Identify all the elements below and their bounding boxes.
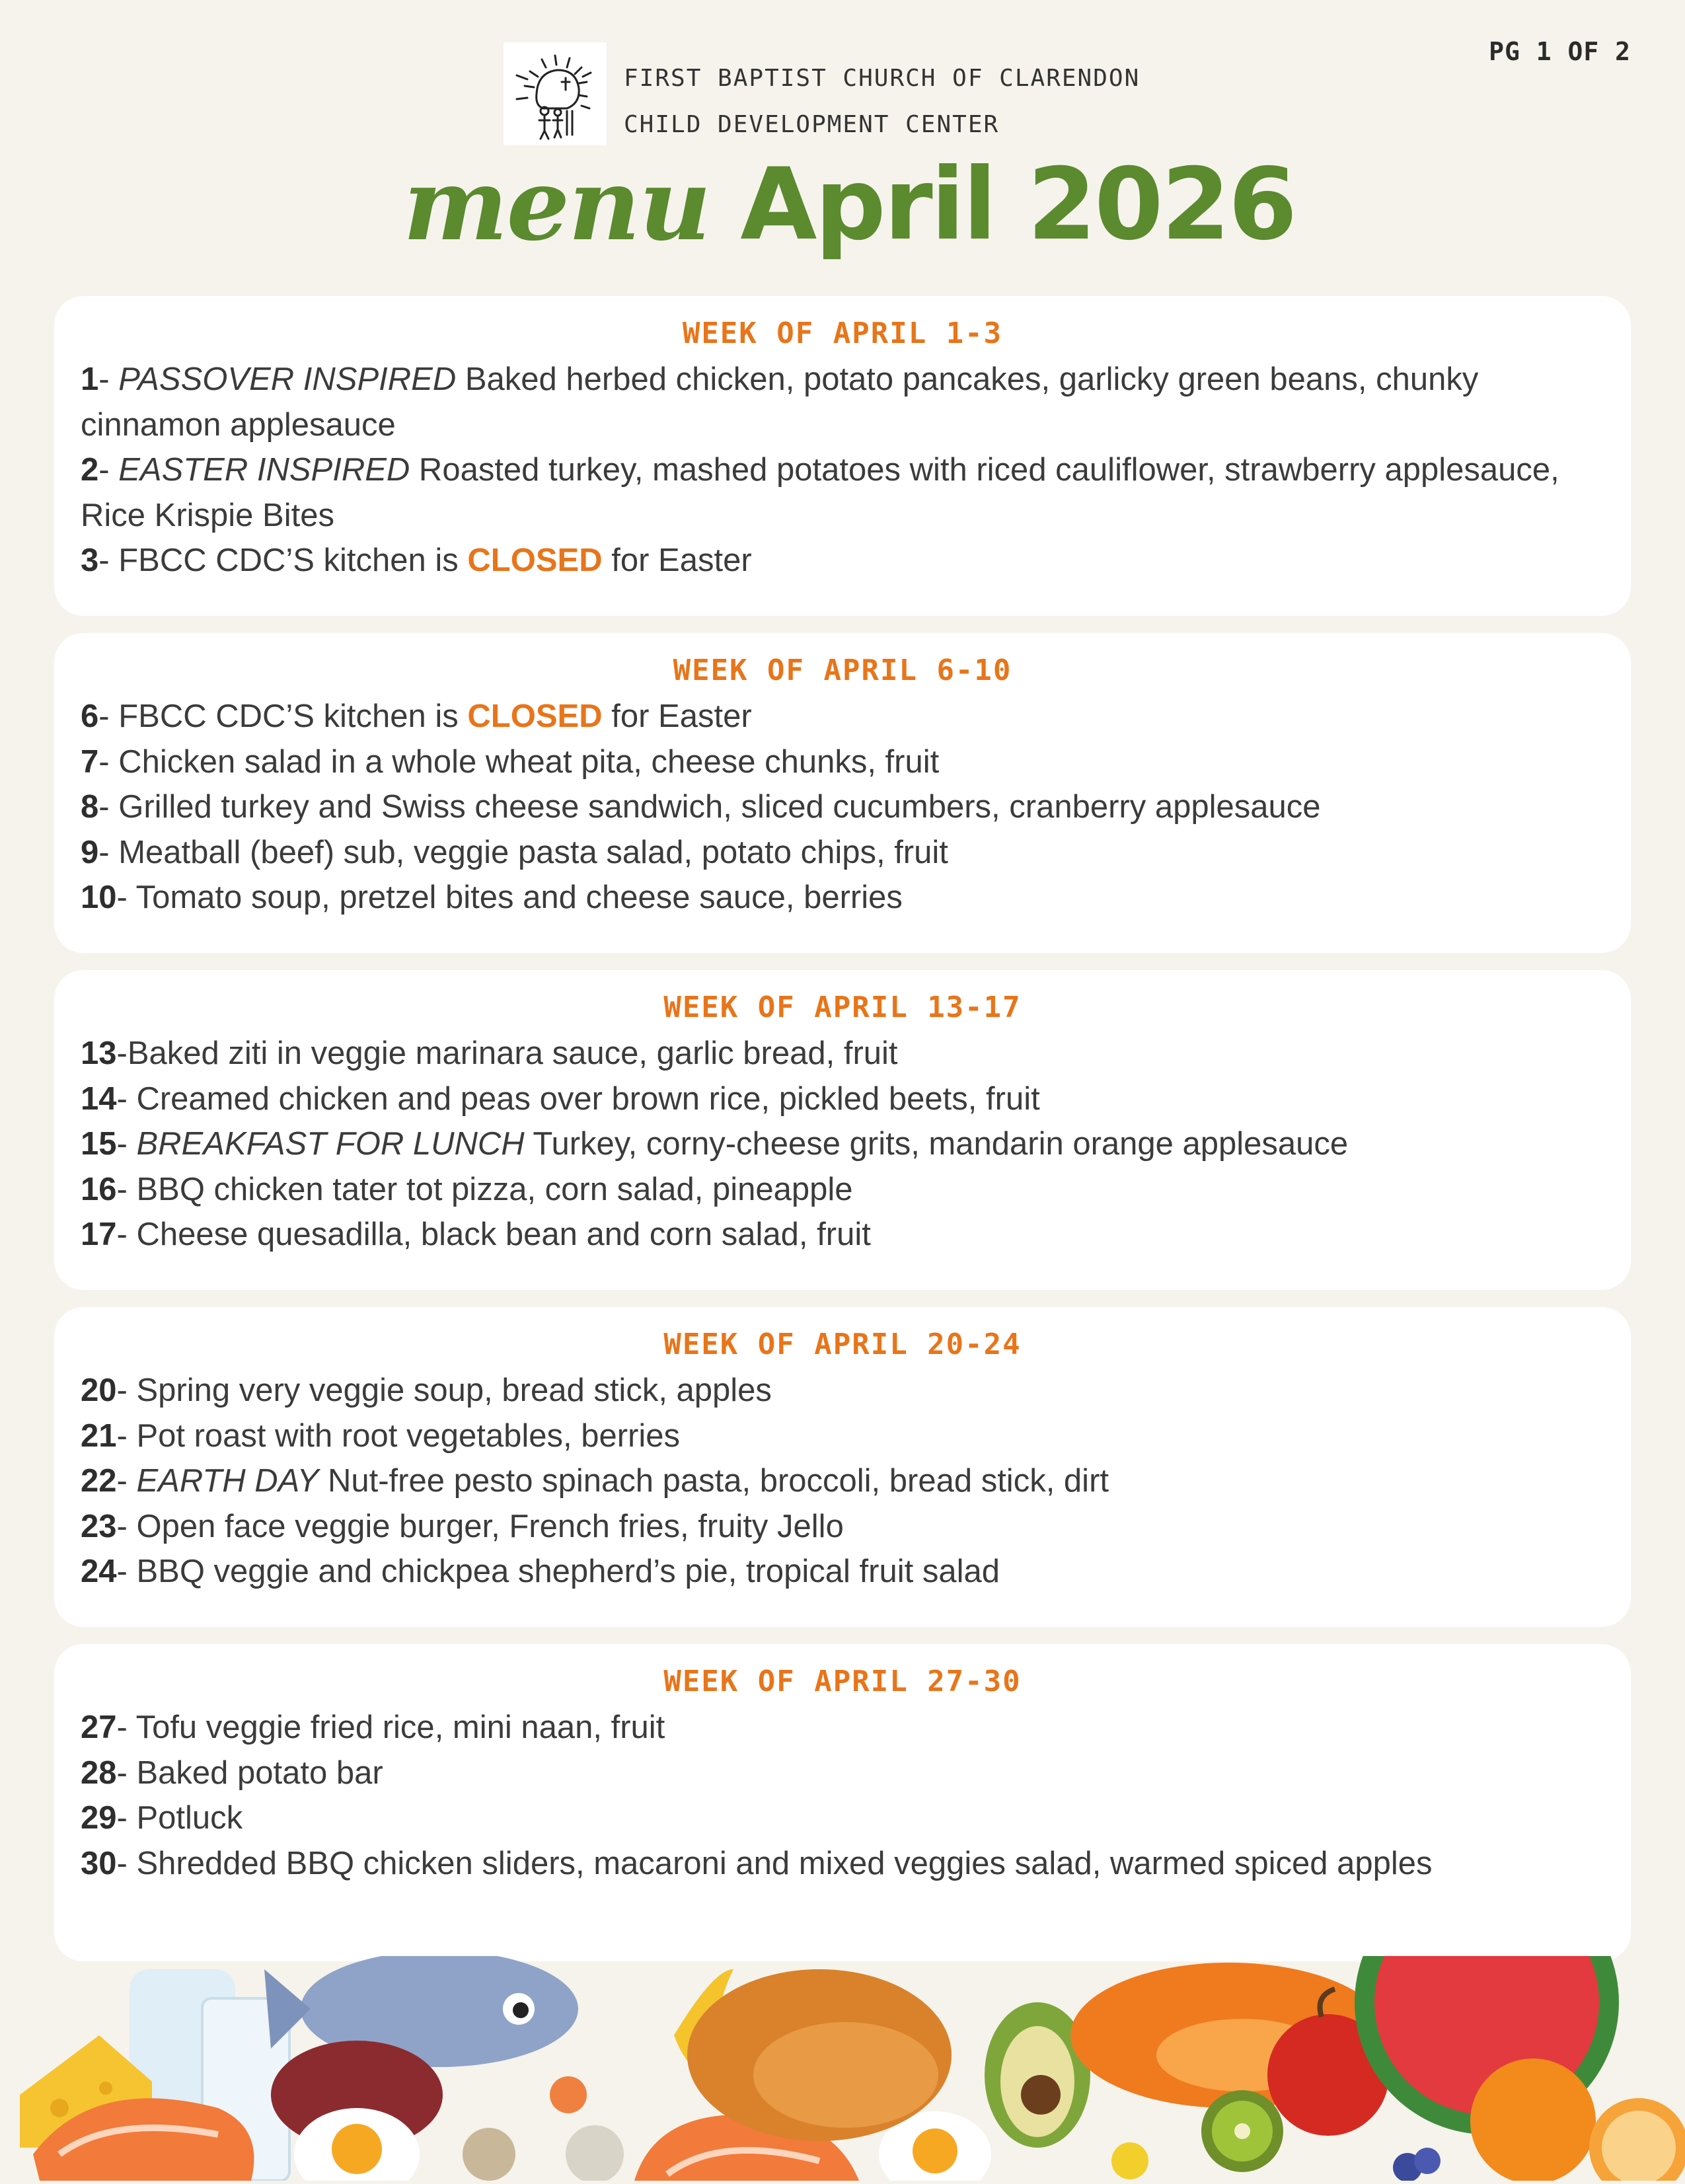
menu-item-day: 6 [81, 698, 99, 734]
menu-item-separator: - [116, 1463, 137, 1499]
menu-item [81, 1076, 1604, 1122]
menu-item-separator: - [116, 1080, 137, 1117]
menu-item [81, 1549, 1604, 1595]
week-title: WEEK OF APRIL 27-30 [663, 1665, 1022, 1698]
closed-label: CLOSED [467, 698, 603, 734]
menu-item [81, 1458, 1604, 1504]
week-title: WEEK OF APRIL 13-17 [663, 991, 1022, 1024]
menu-item-day: 28 [81, 1754, 117, 1791]
menu-item-text: Meatball (beef) sub, veggie pasta salad, potato chips, fruit [118, 834, 948, 870]
week-card [54, 1307, 1631, 1627]
menu-item-separator: - [98, 743, 119, 780]
menu-item-day: 8 [81, 789, 99, 825]
menu-item-day: 29 [81, 1800, 117, 1836]
menu-item-separator: - [116, 1171, 137, 1207]
menu-item-theme: EASTER INSPIRED [118, 452, 410, 488]
menu-item [81, 1504, 1604, 1550]
menu-item-day: 7 [81, 743, 99, 780]
menu-item-separator: - [116, 1800, 137, 1836]
menu-item-day: 23 [81, 1508, 117, 1544]
menu-item-text: Open face veggie burger, French fries, fruity Jello [136, 1508, 844, 1544]
menu-item-separator: - [116, 1217, 137, 1252]
menu-item-text: Pot roast with root vegetables, berries [136, 1417, 680, 1454]
menu-item-text: Tomato soup, pretzel bites and cheese sauce, berries [135, 880, 903, 915]
menu-item-day: 1 [81, 361, 99, 397]
menu-item-day: 2 [81, 452, 99, 488]
menu-item [81, 1705, 1604, 1751]
menu-item-text: Creamed chicken and peas over brown rice, pickled beets, fruit [136, 1080, 1040, 1117]
menu-item-text: Baked potato bar [136, 1754, 383, 1791]
menu-item-text: FBCC CDC’S kitchen is [118, 543, 468, 578]
church-logo [504, 42, 607, 145]
menu-item [81, 1795, 1604, 1841]
closed-label: CLOSED [467, 543, 603, 578]
menu-item-text: Baked herbed chicken, potato pancakes, garlicky green beans, chunky cinnamon applesauce [81, 361, 1479, 443]
organization-line-2: CHILD DEVELOPMENT CENTER [624, 111, 1000, 138]
menu-item [81, 1167, 1604, 1213]
menu-item [81, 1751, 1604, 1796]
menu-item-separator: - [116, 1373, 137, 1408]
menu-item-text: FBCC CDC’S kitchen is [118, 698, 468, 734]
menu-item-day: 22 [81, 1463, 117, 1499]
menu-item-day: 15 [81, 1126, 117, 1162]
menu-item-text: Nut-free pesto spinach pasta, broccoli, bread stick, dirt [318, 1463, 1109, 1499]
menu-item [81, 875, 1604, 921]
menu-item [81, 1121, 1604, 1167]
menu-item-text: Grilled turkey and Swiss cheese sandwich, sliced cucumbers, cranberry applesauce [118, 789, 1321, 825]
menu-item [81, 830, 1604, 876]
menu-item-day: 9 [81, 834, 99, 870]
menu-item-text: Spring very veggie soup, bread stick, apples [136, 1373, 772, 1408]
menu-item-separator: - [98, 452, 119, 488]
menu-item-day: 20 [81, 1373, 117, 1408]
week-title: WEEK OF APRIL 20-24 [663, 1328, 1022, 1361]
menu-item-separator: - [116, 1754, 137, 1791]
menu-item-separator: - [116, 1845, 137, 1881]
menu-item-day: 10 [81, 880, 117, 915]
menu-item [81, 1031, 1604, 1076]
page-number: PG 1 OF 2 [1489, 37, 1631, 66]
menu-item-theme: BREAKFAST FOR LUNCH [136, 1126, 525, 1162]
menu-item [81, 538, 1604, 584]
menu-item [81, 357, 1604, 447]
menu-item [81, 1368, 1604, 1413]
menu-item-day: 17 [81, 1217, 117, 1252]
title-month: April 2026 [740, 147, 1296, 262]
menu-item-text-after: for Easter [602, 698, 752, 734]
menu-item-separator: - [116, 1417, 137, 1454]
menu-item-separator: - [116, 1126, 137, 1162]
menu-item-separator: - [116, 1508, 137, 1544]
menu-item-day: 30 [81, 1845, 117, 1881]
menu-item [81, 447, 1604, 538]
menu-item-day: 21 [81, 1417, 117, 1454]
menu-item-text: Baked ziti in veggie marinara sauce, garlic bread, fruit [127, 1036, 898, 1071]
food-illustration [0, 1956, 1685, 2181]
menu-item-text: Turkey, corny-cheese grits, mandarin orange applesauce [524, 1126, 1349, 1162]
menu-item-day: 24 [81, 1554, 117, 1589]
organization-name [624, 56, 1140, 148]
menu-item-separator: - [116, 1036, 128, 1071]
menu-item-theme: EARTH DAY [136, 1463, 319, 1499]
menu-item-separator: - [116, 1710, 136, 1745]
menu-item-separator: - [116, 880, 136, 915]
menu-item-day: 14 [81, 1080, 117, 1117]
week-card [54, 633, 1631, 953]
menu-item-separator: - [98, 361, 119, 397]
menu-item-separator: - [98, 698, 119, 734]
menu-item-text: Roasted turkey, mashed potatoes with riced cauliflower, strawberry applesauce, Rice Krispie Bites [81, 452, 1559, 533]
week-title: WEEK OF APRIL 6-10 [673, 654, 1012, 687]
menu-item-text: BBQ chicken tater tot pizza, corn salad, pineapple [136, 1171, 853, 1207]
menu-item-day: 13 [81, 1036, 117, 1071]
menu-item [81, 1212, 1604, 1258]
menu-item-day: 16 [81, 1171, 117, 1207]
week-card [54, 296, 1631, 616]
menu-item-day: 27 [81, 1710, 117, 1745]
menu-item-text-after: for Easter [602, 543, 752, 578]
menu-item [81, 739, 1604, 785]
menu-item-text: Shredded BBQ chicken sliders, macaroni and mixed veggies salad, warmed spiced apples [136, 1845, 1433, 1881]
organization-line-1: FIRST BAPTIST CHURCH OF CLARENDON [624, 65, 1141, 92]
page-title [403, 145, 1295, 264]
week-title: WEEK OF APRIL 1-3 [682, 317, 1003, 350]
menu-item-separator: - [98, 543, 119, 578]
menu-item-text: Chicken salad in a whole wheat pita, cheese chunks, fruit [118, 743, 940, 780]
menu-item-separator: - [116, 1554, 137, 1589]
menu-item [81, 694, 1604, 739]
menu-item [81, 1413, 1604, 1459]
title-script: menu [403, 147, 710, 263]
menu-item-text: BBQ veggie and chickpea shepherd’s pie, tropical fruit salad [136, 1554, 1000, 1589]
week-card [54, 970, 1631, 1290]
menu-item-day: 3 [81, 543, 99, 578]
menu-item [81, 1841, 1604, 1887]
week-card [54, 1644, 1631, 1961]
menu-item-separator: - [98, 834, 119, 870]
menu-item [81, 784, 1604, 830]
menu-item-text: Tofu veggie fried rice, mini naan, fruit [135, 1710, 665, 1745]
menu-item-text: Cheese quesadilla, black bean and corn salad, fruit [136, 1217, 871, 1252]
menu-item-theme: PASSOVER INSPIRED [118, 361, 457, 397]
menu-item-text: Potluck [136, 1800, 243, 1836]
menu-item-separator: - [98, 789, 119, 825]
